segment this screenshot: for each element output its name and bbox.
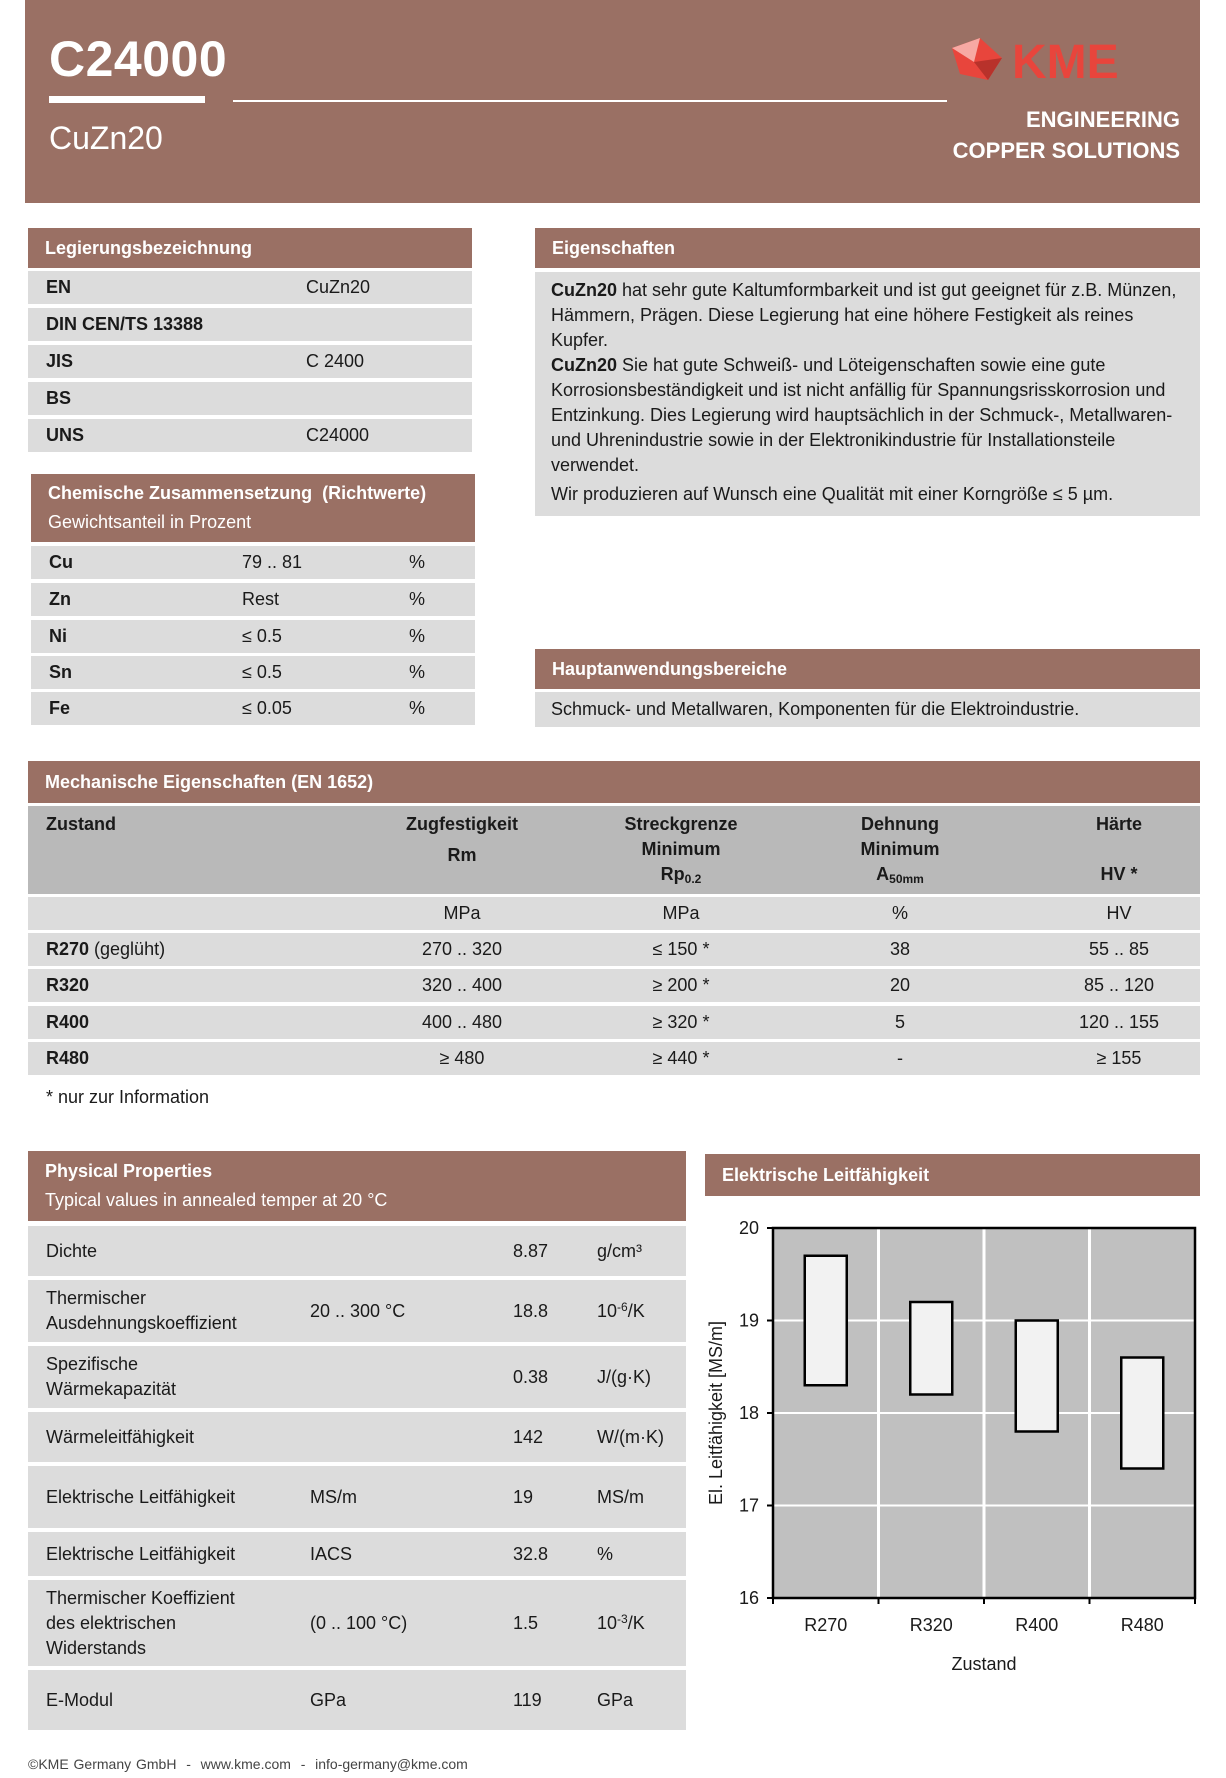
table-row: [28, 969, 1200, 1002]
col-dehnung: [800, 812, 1000, 892]
element-value: ≤ 0.05: [242, 698, 292, 718]
table-row: [28, 1580, 686, 1666]
y-tick-label: 17: [738, 1495, 759, 1516]
property-value: 142: [513, 1426, 544, 1447]
unit-zug: MPa: [443, 903, 481, 923]
table-row: [28, 1466, 686, 1528]
kme-logo: [950, 34, 1180, 86]
unit-base: 10: [597, 1301, 618, 1321]
conductivity-chart-svg: [700, 1218, 1200, 1678]
x-tick-label: R320: [909, 1615, 953, 1635]
unit-tail: /K: [627, 1613, 645, 1633]
col-dehn-symbol: [800, 862, 1000, 892]
element-symbol: Ni: [49, 626, 67, 646]
designation-value: CuZn20: [306, 277, 371, 297]
product-title: C24000: [49, 31, 228, 87]
property-condition: GPa: [310, 1689, 347, 1710]
dehn-symbol: A: [876, 864, 890, 884]
hv-value: ≥ 155: [1096, 1048, 1142, 1068]
composition-heading: [31, 474, 475, 542]
rm-value: ≥ 480: [439, 1048, 485, 1068]
hv-value: 55 .. 85: [1088, 939, 1150, 959]
table-row: [28, 1042, 1200, 1075]
x-tick-label: R270: [804, 1615, 848, 1635]
unit-tail: /K: [627, 1301, 645, 1321]
table-row: [28, 933, 1200, 966]
a-value: 20: [889, 975, 911, 995]
designation-heading: Legierungsbezeichnung: [28, 228, 472, 268]
physical-heading: [28, 1151, 686, 1221]
table-row: [31, 692, 475, 725]
element-symbol: Zn: [49, 589, 71, 609]
col-haerte-label: Härte: [1095, 814, 1143, 834]
header-banner: [25, 0, 1200, 203]
applications-text: Schmuck- und Metallwaren, Komponenten für die Elektroindustrie.: [535, 692, 1200, 727]
property-value: 8.87: [513, 1240, 549, 1261]
property-unit: W/(m·K): [597, 1426, 664, 1447]
table-row: [28, 308, 472, 341]
element-value: ≤ 0.5: [242, 662, 282, 682]
tagline-line1: ENGINEERING: [1025, 107, 1180, 132]
property-value: 18.8: [513, 1300, 549, 1321]
composition-title: Chemische Zusammensetzung (Richtwerte): [48, 483, 427, 503]
footer-text: ©KME Germany GmbH - www.kme.com - info-germany@kme.com: [28, 1756, 468, 1772]
element-unit: %: [409, 626, 426, 646]
rp-value: ≥ 200 *: [652, 975, 710, 995]
unit-exponent: -3: [617, 1612, 628, 1626]
physical-subtitle: Typical values in annealed temper at 20 °C: [45, 1190, 388, 1210]
col-zug-symbol: Rm: [447, 845, 477, 865]
y-tick-label: 16: [738, 1588, 759, 1608]
property-unit: GPa: [597, 1689, 634, 1710]
tagline: [953, 104, 1180, 166]
units-row: [28, 897, 1200, 930]
property-value: 32.8: [513, 1543, 549, 1564]
paragraph-text: Sie hat gute Schweiß- und Löteigenschaften sowie eine gute Korrosionsbeständigkeit und ist nicht anfällig für Spannungsrisskorrosion und Entzinkung. Dies Legierung wird hauptsächlich in der Schmuck-, Metallwaren- und Uhrenindustrie sowie in der Elektronikindustrie für Installationsteile verwendet.: [551, 355, 1173, 475]
designation-label: DIN CEN/TS 13388: [46, 314, 204, 334]
paragraph-text: hat sehr gute Kaltumformbarkeit und ist gut geeignet für z.B. Münzen, Hämmern, Prägen. Diese Legierung hat eine höhere Festigkeit als reines Kupfer.: [551, 280, 1177, 350]
property-name: Thermischer Koeffizient des elektrischen Widerstands: [46, 1587, 235, 1658]
a-value: 5: [894, 1012, 905, 1032]
properties-paragraph: Wir produzieren auf Wunsch eine Qualität mit einer Korngröße ≤ 5 µm.: [551, 484, 1114, 504]
col-streck-label: Streckgrenze: [624, 814, 738, 834]
unit-haerte: HV: [1106, 903, 1132, 923]
state-cell: [46, 975, 89, 996]
property-value: 1.5: [513, 1612, 539, 1633]
col-dehn-min: Minimum: [860, 839, 940, 859]
a-value: -: [897, 1048, 903, 1068]
table-row: [28, 1670, 686, 1730]
unit-base: 10: [597, 1613, 618, 1633]
col-zug-label: Zugfestigkeit: [405, 814, 518, 834]
property-condition: IACS: [310, 1543, 353, 1564]
property-unit: J/(g·K): [597, 1366, 651, 1387]
state-cell: [46, 939, 165, 960]
state-note: (geglüht): [89, 939, 166, 959]
property-name: Elektrische Leitfähigkeit: [46, 1543, 236, 1564]
state-label: R270: [46, 939, 90, 959]
property-name: Elektrische Leitfähigkeit: [46, 1486, 236, 1507]
alloy-name: CuZn20: [551, 280, 618, 300]
unit-streck: MPa: [662, 903, 700, 923]
col-streck-min: Minimum: [641, 839, 721, 859]
hv-value: 120 .. 155: [1078, 1012, 1160, 1032]
designation-label: EN: [46, 277, 72, 297]
properties-paragraph: [551, 353, 1184, 478]
property-name: Dichte: [46, 1240, 98, 1261]
element-symbol: Sn: [49, 662, 73, 682]
table-row: [28, 1532, 686, 1576]
property-value: 0.38: [513, 1366, 549, 1387]
property-unit: [597, 1300, 645, 1322]
element-symbol: Fe: [49, 698, 71, 718]
unit-exponent: -6: [617, 1300, 628, 1314]
range-bar-r270: [805, 1256, 847, 1386]
property-unit: %: [597, 1543, 614, 1564]
rm-value: 270 .. 320: [421, 939, 503, 959]
kme-logo-icon: [950, 34, 1180, 86]
designation-value: C 2400: [306, 351, 365, 371]
property-condition: (0 .. 100 °C): [310, 1612, 408, 1633]
tagline-line2: COPPER SOLUTIONS: [952, 138, 1180, 163]
state-label: R400: [46, 1012, 90, 1032]
composition-subtitle: Gewichtsanteil in Prozent: [48, 512, 252, 532]
x-axis-label: Zustand: [951, 1654, 1017, 1674]
logo-text: KME: [1012, 36, 1119, 86]
property-value: 19: [513, 1486, 534, 1507]
table-row: [28, 419, 472, 452]
element-unit: %: [409, 698, 426, 718]
table-row: [28, 1226, 686, 1276]
rp-value: ≥ 440 *: [652, 1048, 710, 1068]
y-tick-label: 19: [738, 1310, 759, 1331]
rm-value: 400 .. 480: [421, 1012, 503, 1032]
conductivity-chart: [700, 1218, 1200, 1678]
designation-label: JIS: [46, 351, 74, 371]
table-row: [28, 271, 472, 304]
col-dehn-label: Dehnung: [861, 814, 939, 834]
rm-value: 320 .. 400: [421, 975, 503, 995]
state-cell: [46, 1048, 89, 1069]
properties-paragraph: [551, 278, 1184, 353]
designation-label: BS: [46, 388, 72, 408]
col-zugfestigkeit: [362, 812, 562, 868]
hv-value: 85 .. 120: [1083, 975, 1155, 995]
designation-value: C24000: [306, 425, 370, 445]
property-unit: g/cm³: [597, 1240, 642, 1261]
table-row: [31, 583, 475, 616]
table-row: [28, 1412, 686, 1462]
col-zustand: Zustand: [46, 814, 116, 834]
property-condition: 20 .. 300 °C: [310, 1300, 406, 1321]
element-value: ≤ 0.5: [242, 626, 282, 646]
y-axis-label: El. Leitfähigkeit [MS/m]: [706, 1320, 726, 1506]
streck-subscript: 0.2: [684, 872, 702, 886]
footnote: * nur zur Information: [46, 1087, 210, 1107]
element-unit: %: [409, 589, 426, 609]
product-subtitle: CuZn20: [49, 120, 163, 156]
rp-value: ≤ 150 *: [652, 939, 710, 959]
property-unit: [597, 1612, 645, 1634]
applications-heading: Hauptanwendungsbereiche: [535, 649, 1200, 689]
range-bar-r400: [1016, 1321, 1058, 1432]
y-tick-label: 20: [738, 1218, 759, 1238]
title-divider: [233, 100, 947, 102]
table-row: [31, 620, 475, 653]
element-value: Rest: [242, 589, 280, 609]
col-haerte-symbol: HV *: [1100, 864, 1138, 884]
table-row: [28, 1280, 686, 1342]
dehn-subscript: 50mm: [889, 872, 924, 886]
table-row: [31, 656, 475, 689]
physical-title: Physical Properties: [45, 1161, 213, 1181]
element-unit: %: [409, 662, 426, 682]
streck-symbol: Rp: [660, 864, 685, 884]
property-name: E-Modul: [46, 1689, 114, 1710]
x-tick-label: R400: [1015, 1615, 1059, 1635]
properties-text: [535, 272, 1200, 516]
col-streck-symbol: [581, 862, 781, 892]
element-symbol: Cu: [49, 552, 73, 572]
table-row: [28, 345, 472, 378]
table-row: [28, 382, 472, 415]
state-cell: [46, 1012, 89, 1033]
designation-label: UNS: [46, 425, 85, 445]
y-tick-label: 18: [738, 1403, 759, 1423]
element-unit: %: [409, 552, 426, 572]
unit-dehn: %: [891, 903, 908, 923]
alloy-name: CuZn20: [551, 355, 618, 375]
state-label: R320: [46, 975, 90, 995]
x-tick-label: R480: [1120, 1615, 1164, 1635]
property-value: 119: [513, 1689, 542, 1710]
properties-heading: Eigenschaften: [535, 228, 1200, 268]
property-name: Wärmeleitfähigkeit: [46, 1426, 195, 1447]
conductivity-heading: Elektrische Leitfähigkeit: [705, 1154, 1200, 1196]
title-underline: [49, 96, 205, 103]
rp-value: ≥ 320 *: [652, 1012, 710, 1032]
table-row: [28, 1006, 1200, 1039]
property-name: Spezifische Wärmekapazität: [46, 1354, 177, 1399]
element-value: 79 .. 81: [242, 552, 303, 572]
range-bar-r320: [910, 1302, 952, 1395]
col-haerte: [1019, 812, 1219, 887]
property-name: Thermischer Ausdehnungskoeffizient: [46, 1288, 237, 1333]
col-streckgrenze: [581, 812, 781, 892]
table-row: [31, 546, 475, 579]
mechanical-heading: Mechanische Eigenschaften (EN 1652): [28, 761, 1200, 803]
property-condition: MS/m: [310, 1486, 357, 1507]
property-unit: MS/m: [597, 1486, 644, 1507]
state-label: R480: [46, 1048, 90, 1068]
table-row: [28, 1346, 686, 1408]
a-value: 38: [889, 939, 911, 959]
range-bar-r480: [1121, 1358, 1163, 1469]
mechanical-table-header: [28, 806, 1200, 894]
